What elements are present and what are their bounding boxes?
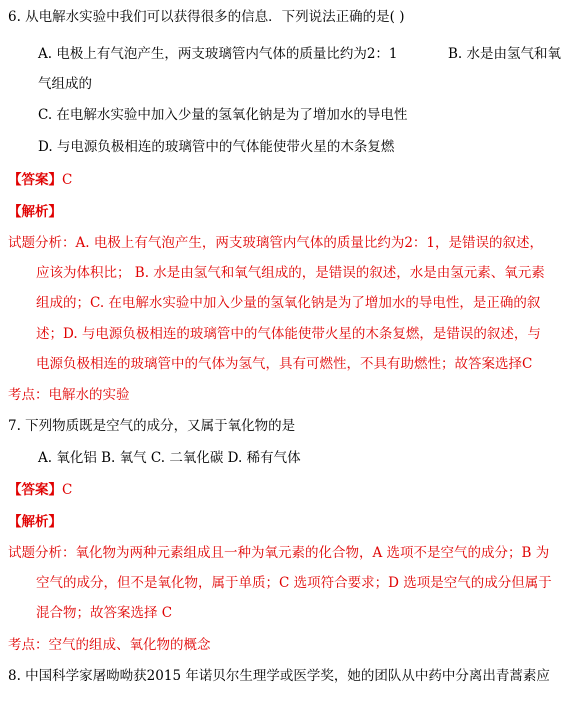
- q8-stem: 8. 中国科学家屠呦呦获2015 年诺贝尔生理学或医学奖，她的团队从中药中分离出青蒿素应: [8, 668, 550, 684]
- answer-value: C: [62, 482, 73, 498]
- q7-stem: 7. 下列物质既是空气的成分，又属于氧化物的是: [8, 418, 296, 434]
- answer-label: 【答案】: [8, 172, 62, 188]
- q7-answer-row: [8, 480, 578, 500]
- q7-analysis-line-2: 空气的成分，但不是氧化物，属于单质；C 选项符合要求；D 选项是空气的成分但属于: [36, 575, 552, 591]
- q6-analysis-label: 【解析】: [8, 204, 62, 220]
- q7-analysis-label: 【解析】: [8, 514, 62, 530]
- q6-option-a: A. 电极上有气泡产生，两支玻璃管内气体的质量比约为2：1: [38, 46, 398, 62]
- q6-analysis-line-2: 应该为体积比； B. 水是由氢气和氧气组成的，是错误的叙述，水是由氢元素、氧元素: [36, 265, 545, 281]
- q6-knowledge-point: 考点：电解水的实验: [8, 387, 130, 403]
- q7-knowledge-point: 考点：空气的组成、氧化物的概念: [8, 637, 211, 653]
- q6-option-d: D. 与电源负极相连的玻璃管中的气体能使带火星的木条复燃: [38, 139, 395, 155]
- q6-analysis-line-4: 述；D. 与电源负极相连的玻璃管中的气体能使带火星的木条复燃，是错误的叙述，与: [36, 326, 541, 342]
- q6-option-b: B. 水是由氢气和氧: [448, 46, 562, 62]
- q6-stem: 6. 从电解水实验中我们可以获得很多的信息．下列说法正确的是( ): [8, 9, 405, 25]
- q6-analysis-line-5: 电源负极相连的玻璃管中的气体为氢气，具有可燃性，不具有助燃性；故答案选择C: [36, 356, 533, 372]
- q7-options: A. 氧化铝 B. 氧气 C. 二氧化碳 D. 稀有气体: [38, 450, 301, 466]
- answer-label: 【答案】: [8, 482, 62, 498]
- q6-answer-row: [8, 170, 578, 190]
- q6-analysis-line-3: 组成的；C. 在电解水实验中加入少量的氢氧化钠是为了增加水的导电性，是正确的叙: [36, 295, 541, 311]
- q6-option-c: C. 在电解水实验中加入少量的氢氧化钠是为了增加水的导电性: [38, 107, 408, 123]
- q6-analysis-line-1: 试题分析：A. 电极上有气泡产生，两支玻璃管内气体的质量比约为2：1，是错误的叙述，: [8, 235, 544, 251]
- q6-option-b-continued: 气组成的: [38, 76, 92, 92]
- q7-analysis-line-3: 混合物；故答案选择 C: [36, 605, 173, 621]
- q7-analysis-line-1: 试题分析：氧化物为两种元素组成且一种为氧元素的化合物，A 选项不是空气的成分；B 为: [8, 545, 550, 561]
- answer-value: C: [62, 172, 73, 188]
